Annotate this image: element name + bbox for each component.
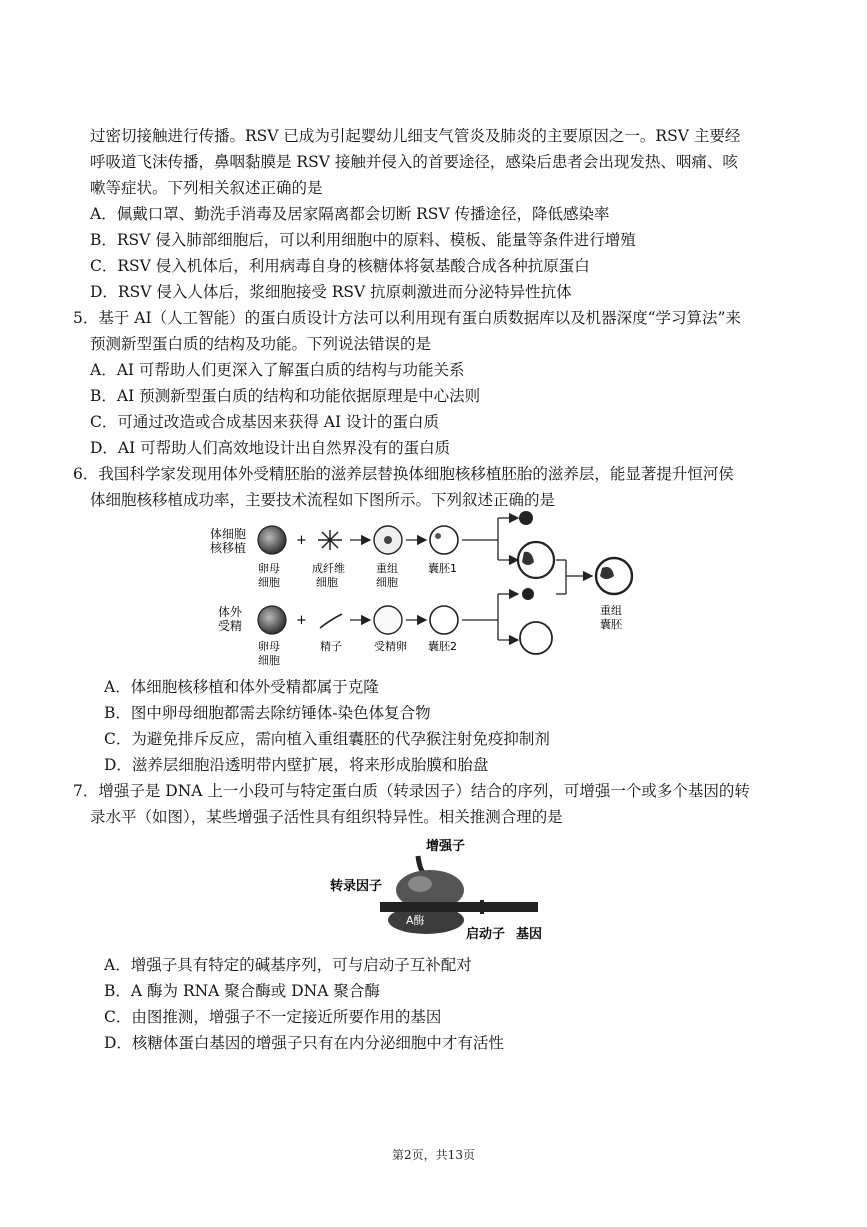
q4-option-d: D．RSV 侵入人体后，浆细胞接受 RSV 抗原刺激进而分泌特异性抗体 [90,283,572,301]
enhancer-label: 增强子 [426,839,466,854]
page-number-footer: 第2页，共13页 [392,1148,475,1162]
q6-stem-line-2: 体细胞核移植成功率，主要技术流程如下图所示。下列叙述正确的是 [90,491,556,509]
recon-label-b: 细胞 [376,576,398,589]
sperm-label: 精子 [320,640,342,653]
q7-enhancer-diagram [330,834,550,946]
oocyte-1-cell [258,526,286,554]
dna-strand [380,902,538,912]
q5-option-a: A．AI 可帮助人们更深入了解蛋白质的结构与功能关系 [90,361,465,379]
result-label-a: 重组 [600,604,622,617]
q6-option-b: B．图中卵母细胞都需去除纺锤体-染色体复合物 [104,704,431,722]
oocyte-2-label-b: 细胞 [258,654,280,667]
row2-label-a: 体外 [218,605,243,619]
q7-stem-line-2: 录水平（如图），某些增强子活性具有组织特异性。相关推测合理的是 [90,808,563,826]
q4-option-b: B．RSV 侵入肺部细胞后，可以利用细胞中的原料、模板、能量等条件进行增殖 [90,231,636,249]
tf-label: 转录因子 [330,879,383,894]
oocyte-2-label-a: 卵母 [258,640,280,653]
trophoblast-shell-2 [520,622,552,654]
oocyte-1-label-a: 卵母 [258,562,280,575]
q5-option-d: D．AI 可帮助人们高效地设计出自然界没有的蛋白质 [90,439,451,457]
q6-stem-line-1: 6．我国科学家发现用体外受精胚胎的滋养层替换体细胞核移植胚胎的滋养层，能显著提升恒河侯 [73,465,734,483]
blastocyst-1 [430,526,458,554]
q4-stem-line-1: 过密切接触进行传播。RSV 已成为引起婴幼儿细支气管炎及肺炎的主要原因之一。RSV 主要经 [90,127,741,145]
sperm-cell [320,614,342,628]
q7-option-d: D．核糖体蛋白基因的增强子只有在内分泌细胞中才有活性 [104,1034,504,1052]
zygote-label: 受精卵 [374,640,407,653]
oocyte-2-cell [258,606,286,634]
row2-label-b: 受精 [218,619,243,633]
result-label-b: 囊胚 [600,618,622,631]
q4-option-c: C．RSV 侵入机体后，利用病毒自身的核糖体将氨基酸合成各种抗原蛋白 [90,257,590,275]
q5-option-c: C．可通过改造或合成基因来获得 AI 设计的蛋白质 [90,413,440,431]
zygote-cell [374,606,402,634]
q5-option-b: B．AI 预测新型蛋白质的结构和功能依据原理是中心法则 [90,387,481,405]
fibroblast-label-a: 成纤维 [312,562,345,575]
fibroblast-label-b: 细胞 [316,576,338,589]
q5-stem-line-2: 预测新型蛋白质的结构及功能。下列说法错误的是 [90,335,432,353]
q4-stem-line-3: 嗽等症状。下列相关叙述正确的是 [90,179,323,197]
q5-stem-line-1: 5．基于 AI（人工智能）的蛋白质设计方法可以利用现有蛋白质数据库以及机器深度“学习算法”来 [73,309,741,327]
q4-stem-line-2: 呼吸道飞沫传播，鼻咽黏膜是 RSV 接触并侵入的首要途径，感染后患者会出现发热、咽痛、咳 [90,153,738,171]
oocyte-1-label-b: 细胞 [258,576,280,589]
fibroblast-cell [318,530,342,550]
enzyme-label: A酶 [406,914,425,927]
svg-text:+: + [296,533,307,548]
q6-option-a: A．体细胞核移植和体外受精都属于克隆 [104,678,379,696]
gene-label: 基因 [516,927,543,942]
blastocyst-1-label: 囊胚1 [428,562,457,575]
inner-cell-mass-1 [519,511,533,525]
blastocyst-2 [430,606,458,634]
inner-cell-mass-2 [522,588,534,600]
recon-label-a: 重组 [376,562,398,575]
q6-flow-diagram [210,510,680,670]
q6-option-d: D．滋养层细胞沿透明带内壁扩展，将来形成胎膜和胎盘 [104,756,489,774]
q6-option-c: C．为避免排斥反应，需向植入重组囊胚的代孕猴注射免疫抑制剂 [104,730,550,748]
q7-stem-line-1: 7．增强子是 DNA 上一小段可与特定蛋白质（转录因子）结合的序列，可增强一个或多个基因的转 [73,782,750,800]
q7-option-c: C．由图推测，增强子不一定接近所要作用的基因 [104,1008,442,1026]
row1-label-b: 核移植 [210,541,247,555]
blastocyst-2-label: 囊胚2 [428,640,457,653]
promoter-label: 启动子 [466,927,506,942]
q7-option-b: B．A 酶为 RNA 聚合酶或 DNA 聚合酶 [104,982,380,1000]
q4-option-a: A．佩戴口罩、勤洗手消毒及居家隔离都会切断 RSV 传播途径，降低感染率 [90,205,610,223]
q7-option-a: A．增强子具有特定的碱基序列，可与启动子互补配对 [104,956,472,974]
svg-text:+: + [296,613,307,628]
row1-label-a: 体细胞 [210,527,247,541]
